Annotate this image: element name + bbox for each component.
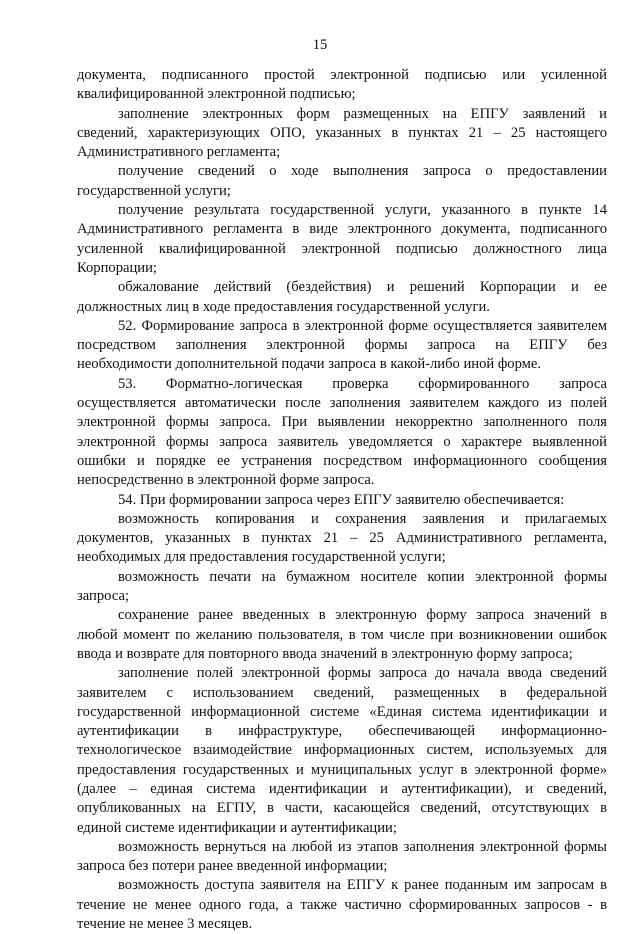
text-line: заполнение электронных форм размещенных на ЕПГУ заявлений и: [118, 105, 607, 122]
text-line: 53. Форматно-логическая проверка сформированного запроса: [118, 375, 607, 392]
text-line: получение результата государственной услуги, указанного в пункте 14: [118, 202, 607, 219]
text-line: единой системе идентификации и аутентификации;: [77, 819, 397, 836]
text-line: усиленной квалифицированной электронной подписью должностного лица: [77, 240, 607, 257]
text-line: 52. Формирование запроса в электронной форме осуществляется заявителем: [118, 317, 607, 334]
text-line: Административного регламента в виде электронного документа, подписанного: [77, 221, 607, 238]
text-line: заявителем с использованием сведений, размещенных в федеральной: [77, 684, 607, 701]
text-line: заполнение полей электронной формы запроса до начала ввода сведений: [118, 665, 607, 682]
text-line: ввода и возврате для повторного ввода значений в электронную форму запроса;: [77, 645, 573, 662]
text-line: государственной информационной системе «Единая система идентификации и: [77, 703, 607, 720]
text-line: технологическое взаимодействие информационных систем, используемых для: [77, 742, 607, 759]
text-line: необходимых для предоставления государственной услуги;: [77, 549, 446, 566]
text-line: осуществляется автоматически после заполнения заявителем каждого из полей: [77, 395, 607, 412]
text-line: опубликованных на ЕГПУ, в части, касающейся сведений, отсутствующих в: [77, 800, 607, 817]
text-line: любой момент по желанию пользователя, в том числе при возникновении ошибок: [77, 626, 607, 643]
text-line: ошибки и порядке ее устранения посредством информационного сообщения: [77, 452, 607, 469]
text-line: возможность доступа заявителя на ЕПГУ к ранее поданным им запросам в: [118, 877, 607, 894]
text-line: получение сведений о ходе выполнения запроса о предоставлении: [118, 163, 607, 180]
text-line: (далее – единая система идентификации и аутентификации), и сведений,: [77, 780, 607, 797]
text-line: предоставления государственных и муниципальных услуг в электронной форме»: [77, 761, 607, 778]
text-line: Административного регламента;: [77, 144, 281, 161]
text-line: государственной услуги;: [77, 182, 231, 199]
text-line: 54. При формировании запроса через ЕПГУ заявителю обеспечивается:: [118, 491, 565, 508]
text-line: документа, подписанного простой электронной подписью или усиленной: [77, 67, 607, 83]
text-line: документов, указанных в пунктах 21 – 25 Административного регламента,: [77, 530, 607, 547]
page-number: 15: [312, 37, 328, 53]
text-line: электронной формы запроса. При выявлении некорректно заполненного поля: [77, 414, 607, 431]
text-line: квалифицированной электронной подписью;: [77, 86, 356, 103]
text-line: посредством заполнения электронной формы запроса на ЕПГУ без: [77, 337, 607, 354]
text-line: электронной формы запроса заявитель уведомляется о характере выявленной: [77, 433, 607, 450]
text-line: запроса;: [77, 588, 130, 605]
text-line: обжалование действий (бездействия) и решений Корпорации и ее: [118, 279, 607, 296]
text-line: запроса без потери ранее введенной информации;: [77, 858, 388, 875]
text-line: аутентификации в инфраструктуре, обеспечивающей информационно-: [77, 723, 607, 740]
text-line: возможность вернуться на любой из этапов заполнения электронной формы: [118, 838, 607, 855]
text-line: непосредственно в электронной форме запроса.: [77, 472, 375, 489]
text-line: Корпорации;: [77, 259, 157, 276]
text-line: возможность копирования и сохранения заявления и прилагаемых: [118, 510, 607, 527]
text-line: течение не менее 3 месяцев.: [77, 916, 253, 933]
text-line: должностных лиц в ходе предоставления государственной услуги.: [77, 298, 490, 315]
text-line: сведений, характеризующих ОПО, указанных в пунктах 21 – 25 настоящего: [77, 124, 607, 141]
text-line: течение не менее одного года, а также частично сформированных запросов - в: [77, 896, 607, 913]
text-line: сохранение ранее введенных в электронную форму запроса значений в: [118, 607, 607, 624]
document-body: [77, 66, 607, 934]
text-line: возможность печати на бумажном носителе копии электронной формы: [118, 568, 607, 585]
text-line: необходимости дополнительной подачи запроса в какой-либо иной форме.: [77, 356, 542, 373]
